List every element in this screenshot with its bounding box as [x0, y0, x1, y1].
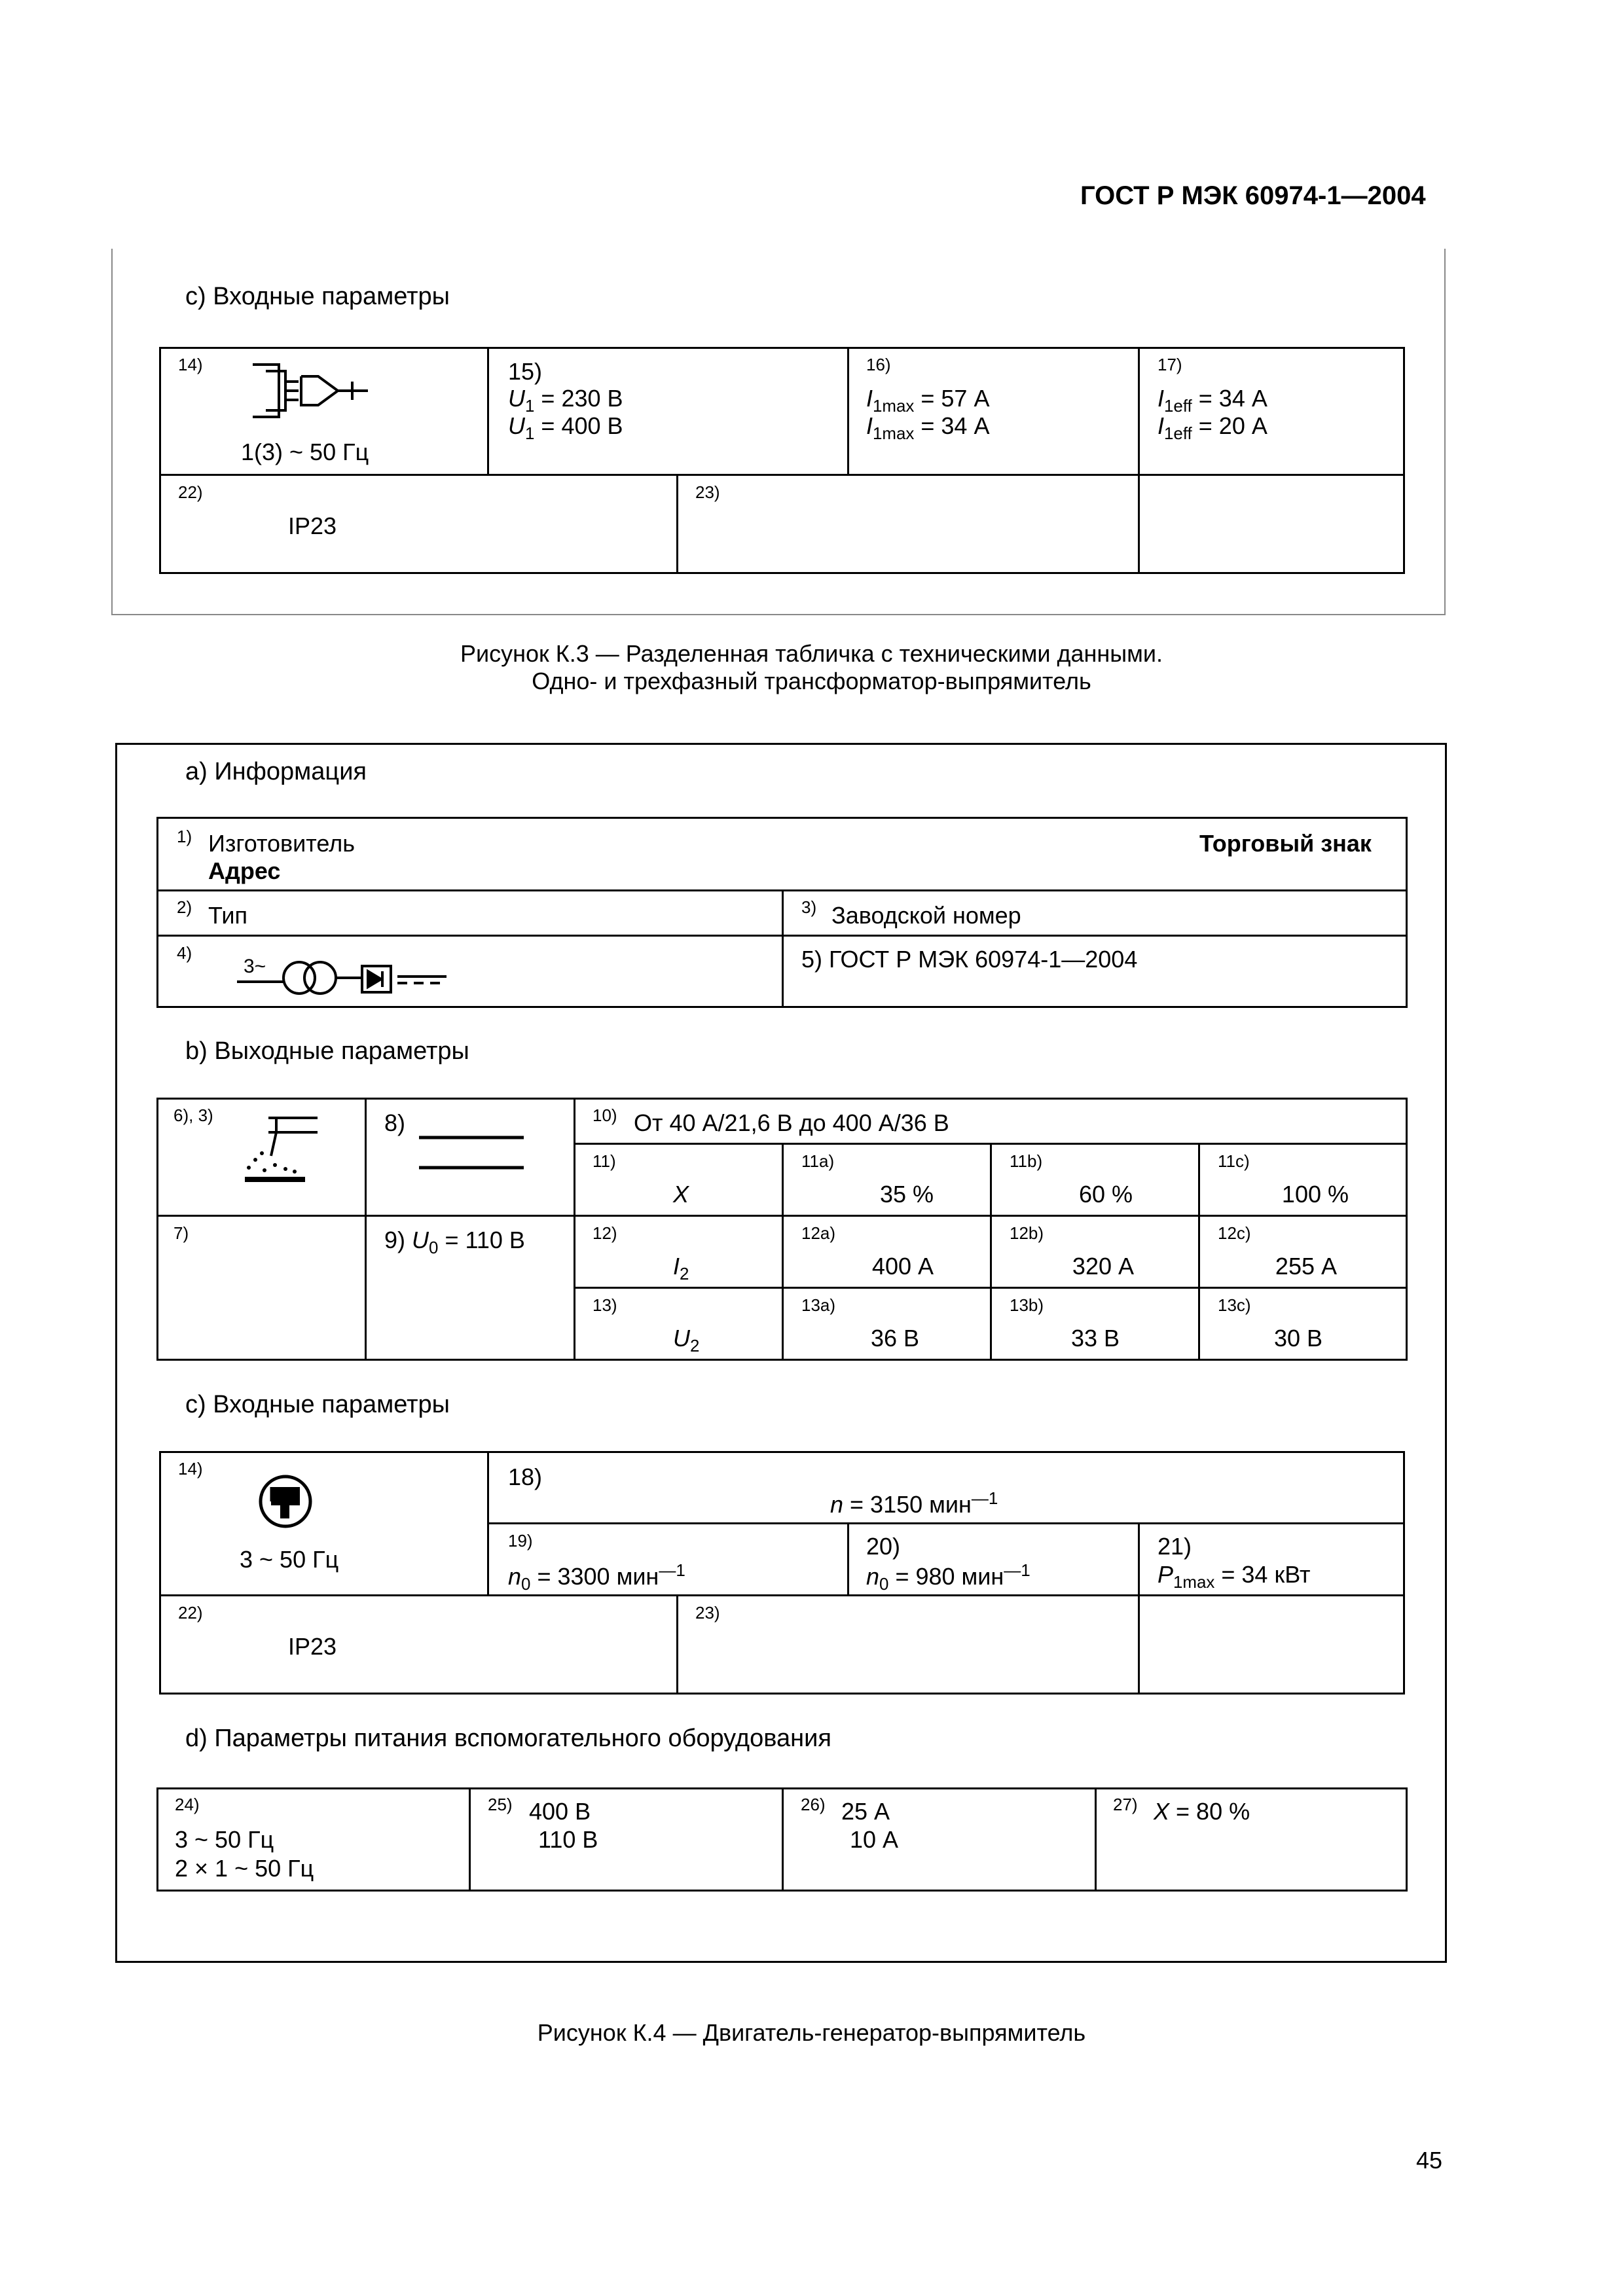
- manufacturer-label: Изготовитель: [208, 830, 355, 857]
- section-a-title: a) Информация: [185, 758, 367, 785]
- cell-7-number: 7): [173, 1223, 189, 1243]
- cell-22-ip-rating-k4: IP23: [288, 1633, 337, 1660]
- cell-10-number: 10): [593, 1105, 617, 1125]
- cell-15-line1: $U_1 = 230$ В: [508, 385, 623, 416]
- current-voltage-range: От 40 А/21,6 В до 400 А/36 В: [634, 1109, 949, 1136]
- aux-current-1: 25 А: [841, 1798, 890, 1825]
- cell-2-number: 2): [177, 897, 192, 917]
- cell-17-number: 17): [1158, 355, 1182, 374]
- cell-18-number: 18): [508, 1463, 543, 1490]
- cell-23-number-k4: 23): [695, 1603, 720, 1623]
- cell-15-number: 15): [508, 358, 543, 385]
- section-c-title-k3: c) Входные параметры: [185, 283, 450, 310]
- figure-k3-caption-line1: Рисунок К.3 — Разделенная табличка с техническими данными.: [460, 640, 1163, 667]
- cell-20-number: 20): [866, 1533, 901, 1560]
- rated-speed: n = 3150 мин$^{—1}$: [830, 1488, 998, 1518]
- cell-1-number: 1): [177, 827, 192, 846]
- trademark-label: Торговый знак: [1199, 830, 1372, 857]
- cell-22-number-k4: 22): [178, 1603, 203, 1623]
- aux-voltage-2: 110 В: [538, 1826, 598, 1853]
- three-phase-label: 3~: [244, 956, 266, 977]
- plug-icon: [246, 362, 371, 420]
- cell-14-frequency: 1(3) ~ 50 Гц: [241, 439, 369, 465]
- cell-14-number: 14): [178, 355, 203, 374]
- idle-speed-20: $n_0 = 980$ мин$^{—1}$: [866, 1560, 1030, 1594]
- section-c-title-k4: c) Входные параметры: [185, 1391, 450, 1418]
- section-b-title: b) Выходные параметры: [185, 1037, 469, 1065]
- cell-26-number: 26): [801, 1795, 826, 1814]
- no-load-voltage: 9) $U_0 = 110$ В: [384, 1227, 525, 1258]
- figure-k3-caption-line2: Одно- и трехфазный трансформатор-выпрямитель: [532, 668, 1091, 694]
- address-label: Адрес: [208, 857, 281, 884]
- cell-6-3-number: 6), 3): [173, 1105, 213, 1125]
- cell-22-ip-rating: IP23: [288, 512, 337, 539]
- type-label: Тип: [208, 902, 248, 929]
- cell-8-number: 8): [384, 1109, 406, 1136]
- section-d-title: d) Параметры питания вспомогательного оборудования: [185, 1725, 831, 1752]
- cell-17-line2: $I_{1eff} = 20$ А: [1158, 412, 1267, 444]
- aux-duty-cycle: X = 80 %: [1154, 1798, 1250, 1825]
- cell-14-frequency-k4: 3 ~ 50 Гц: [240, 1546, 339, 1573]
- idle-speed-19: $n_0 = 3300$ мин$^{—1}$: [508, 1560, 685, 1594]
- cell-14-number-k4: 14): [178, 1459, 203, 1479]
- cell-16-line1: $I_{1max} = 57$ А: [866, 385, 990, 416]
- aux-voltage-1: 400 В: [529, 1798, 591, 1825]
- welding-process-icon: [242, 1113, 321, 1185]
- engine-symbol: [257, 1473, 314, 1530]
- standard-header: ГОСТ Р МЭК 60974-1—2004: [1080, 181, 1426, 210]
- aux-frequency-1: 3 ~ 50 Гц: [175, 1826, 274, 1853]
- cell-21-number: 21): [1158, 1533, 1192, 1560]
- cell-17-line1: $I_{1eff} = 34$ А: [1158, 385, 1267, 416]
- direct-current-symbol: [419, 1134, 527, 1173]
- standard-reference: 5) ГОСТ Р МЭК 60974-1—2004: [801, 946, 1138, 973]
- cell-3-number: 3): [801, 897, 817, 917]
- cell-15-line2: $U_1 = 400$ В: [508, 412, 623, 444]
- page-number: 45: [1416, 2147, 1443, 2174]
- cell-19-number: 19): [508, 1531, 533, 1551]
- max-power: $P_{1max} = 34$ кВт: [1158, 1561, 1311, 1592]
- aux-current-2: 10 А: [850, 1826, 899, 1853]
- aux-frequency-2: 2 × 1 ~ 50 Гц: [175, 1855, 314, 1882]
- cell-25-number: 25): [488, 1795, 513, 1814]
- cell-24-number: 24): [175, 1795, 200, 1814]
- figure-k4-caption: Рисунок К.4 — Двигатель-генератор-выпрямитель: [537, 2019, 1086, 2046]
- cell-22-number: 22): [178, 482, 203, 502]
- cell-16-line2: $I_{1max} = 34$ А: [866, 412, 990, 444]
- cell-23-number: 23): [695, 482, 720, 502]
- serial-number-label: Заводской номер: [831, 902, 1021, 929]
- cell-27-number: 27): [1113, 1795, 1138, 1814]
- transformer-rectifier-symbol: [236, 957, 452, 996]
- cell-16-number: 16): [866, 355, 891, 374]
- cell-4-number: 4): [177, 943, 192, 963]
